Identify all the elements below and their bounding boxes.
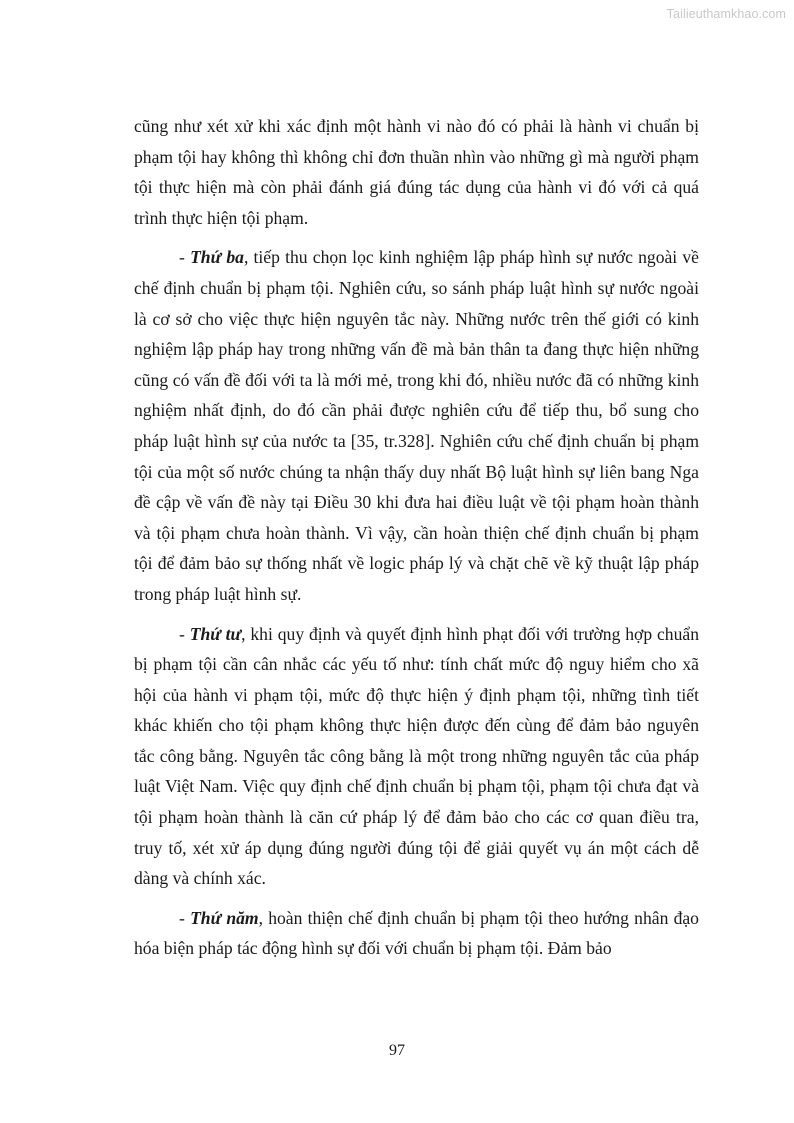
paragraph-dash: - — [179, 247, 191, 268]
watermark-text: Tailieuthamkhao.com — [666, 7, 786, 21]
paragraph-text: , khi quy định và quyết định hình phạt đối với trường hợp chuẩn bị phạm tội cần cân nhắc các yếu tố như: tính chất mức độ nguy hiểm cho xã hội của hành vi phạm tội, mức độ thực hiện ý định phạm tội, những tình tiết khác khiến cho tội phạm không thực hiện được đến cùng để đảm bảo nguyên tắc công bằng. Nguyên tắc công bằng là một trong những nguyên tắc của pháp luật Việt Nam. Việc quy định chế định chuẩn bị phạm tội, phạm tội chưa đạt và tội phạm hoàn thành là căn cứ pháp lý để đảm bảo cho các cơ quan điều tra, truy tố, xét xử áp dụng đúng người đúng tội để giải quyết vụ án một cách dễ dàng và chính xác. — [134, 623, 700, 889]
paragraph-continuation — [134, 111, 699, 233]
paragraph-lead-term: Thứ ba — [190, 247, 244, 268]
paragraph-text: , hoàn thiện chế định chuẩn bị phạm tội theo hướng nhân đạo hóa biện pháp tác động hình sự đối với chuẩn bị phạm tội. Đảm bảo — [134, 907, 699, 959]
paragraph-text: , tiếp thu chọn lọc kinh nghiệm lập pháp hình sự nước ngoài về chế định chuẩn bị phạm tội. Nghiên cứu, so sánh pháp luật hình sự nước ngoài là cơ sở cho việc thực hiện nguyên tắc này. Những nước trên thế giới có kinh nghiệm lập pháp hay trong những vấn đề mà bản thân ta đang thực hiện những cũng có vấn đề đối với ta là mới mẻ, trong khi đó, nhiều nước đã có những kinh nghiệm nhất định, do đó cần phải được nghiên cứu để tiếp thu, bổ sung cho pháp luật hình sự của nước ta [35, tr.328]. Nghiên cứu chế định chuẩn bị phạm tội của một số nước chúng ta nhận thấy duy nhất Bộ luật hình sự liên bang Nga đề cập về vấn đề này tại Điều 30 khi đưa hai điều luật về tội phạm hoàn thành và tội phạm chưa hoàn thành. Vì vậy, cần hoàn thiện chế định chuẩn bị phạm tội để đảm bảo sự thống nhất về logic pháp lý và chặt chẽ về kỹ thuật lập pháp trong pháp luật hình sự. — [134, 247, 699, 604]
document-body — [134, 111, 699, 964]
paragraph-dash: - — [179, 907, 191, 928]
paragraph-thu-ba — [134, 242, 699, 609]
paragraph-thu-nam — [134, 903, 699, 964]
paragraph-dash: - — [179, 623, 190, 644]
paragraph-lead-term: Thứ tư — [189, 623, 242, 644]
paragraph-thu-tu — [134, 619, 699, 894]
paragraph-lead-term: Thứ năm — [190, 907, 259, 928]
page-number: 97 — [389, 1042, 405, 1059]
paragraph-text: cũng như xét xử khi xác định một hành vi nào đó có phải là hành vi chuẩn bị phạm tội hay không thì không chỉ đơn thuần nhìn vào những gì mà người phạm tội thực hiện mà còn phải đánh giá đúng tác dụng của hành vi đó với cả quá trình thực hiện tội phạm. — [134, 116, 699, 228]
